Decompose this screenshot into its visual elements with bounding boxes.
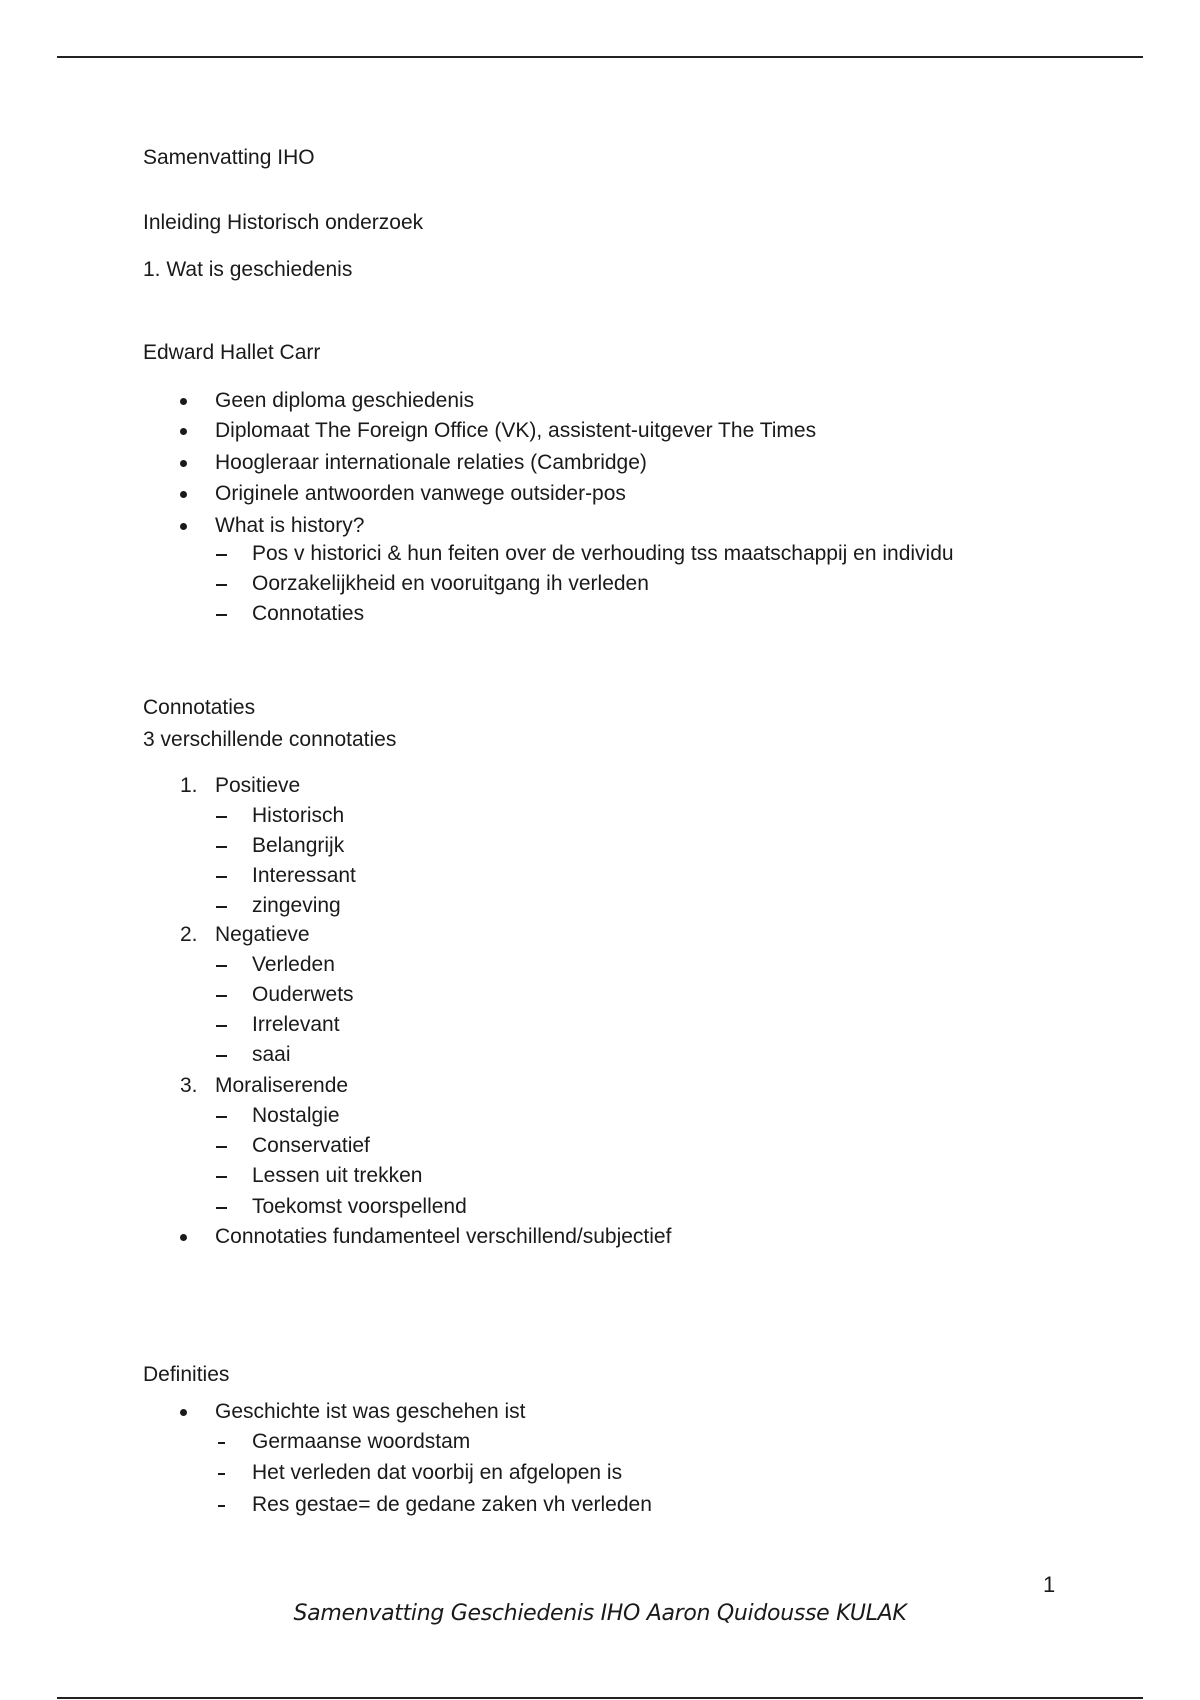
dash-icon: [216, 846, 227, 848]
dash-icon: [216, 816, 227, 818]
section-heading-carr: Edward Hallet Carr: [143, 341, 321, 364]
bullet-dot-icon: [180, 491, 187, 498]
list-number: 3.: [180, 1074, 198, 1097]
dash-icon: [216, 1207, 227, 1209]
section-heading-definities: Definities: [143, 1363, 230, 1386]
dash-icon: [216, 876, 227, 878]
bullet-dot-icon: [180, 1234, 187, 1241]
bottom-rule: [57, 1697, 1143, 1699]
dash-icon: [216, 1025, 227, 1027]
document-page: Samenvatting IHO Inleiding Historisch onderzoek 1. Wat is geschiedenis Edward Hallet Carr Geen diploma geschiedenis Diplomaat The Foreign Office (VK), assistent-uitgever The Times Hoogleraar internationale relaties (Cambridge) Originele antwoorden vanwege outsider-pos What is history? Pos v historici & hun feiten over de verhouding tss maatschappij en individu Oorzakelijkheid en vooruitgang ih verleden Connotaties Connotaties 3 verschillende connotaties 1. Positieve Historisch Belangrijk Interessant zingeving 2. Negatieve Verleden Ouderwets Irrelevant saai 3. Moraliserende Nostalgie Conservatief Lessen uit trekken Toekomst voorspellend Connotaties fundamenteel verschillend/subjectief Definities Geschichte ist was geschehen ist Germaanse woordstam Het verleden dat voorbij en afgelopen is Res gestae= de gedane zaken vh verleden 1 Samenvatting Geschiedenis IHO Aaron Quidousse KULAK: [0, 0, 1200, 1700]
connotaties-intro: 3 verschillende connotaties: [143, 728, 397, 751]
bullet-dot-icon: [180, 428, 187, 435]
dash-icon: [216, 995, 227, 997]
dash-icon: [216, 1176, 227, 1178]
dash-icon: [216, 1116, 227, 1118]
page-footer: Samenvatting Geschiedenis IHO Aaron Quidousse KULAK: [293, 1601, 907, 1626]
hyphen-icon: [218, 1473, 225, 1475]
dash-icon: [216, 1146, 227, 1148]
bullet-dot-icon: [180, 1409, 187, 1416]
hyphen-icon: [218, 1505, 225, 1507]
section-heading-connotaties: Connotaties: [143, 696, 256, 719]
dash-icon: [216, 584, 227, 586]
chapter-heading: 1. Wat is geschiedenis: [143, 258, 353, 281]
hyphen-icon: [218, 1442, 225, 1444]
list-number: 1.: [180, 774, 198, 797]
dash-icon: [216, 906, 227, 908]
dash-icon: [216, 614, 227, 616]
bullet-dot-icon: [180, 460, 187, 467]
bullet-dot-icon: [180, 523, 187, 530]
document-subtitle: Inleiding Historisch onderzoek: [143, 211, 424, 234]
dash-icon: [216, 1055, 227, 1057]
dash-icon: [216, 965, 227, 967]
document-title: Samenvatting IHO: [143, 146, 315, 169]
page-number: 1: [1043, 1572, 1056, 1597]
list-number: 2.: [180, 923, 198, 946]
dash-icon: [216, 554, 227, 556]
bullet-dot-icon: [180, 398, 187, 405]
